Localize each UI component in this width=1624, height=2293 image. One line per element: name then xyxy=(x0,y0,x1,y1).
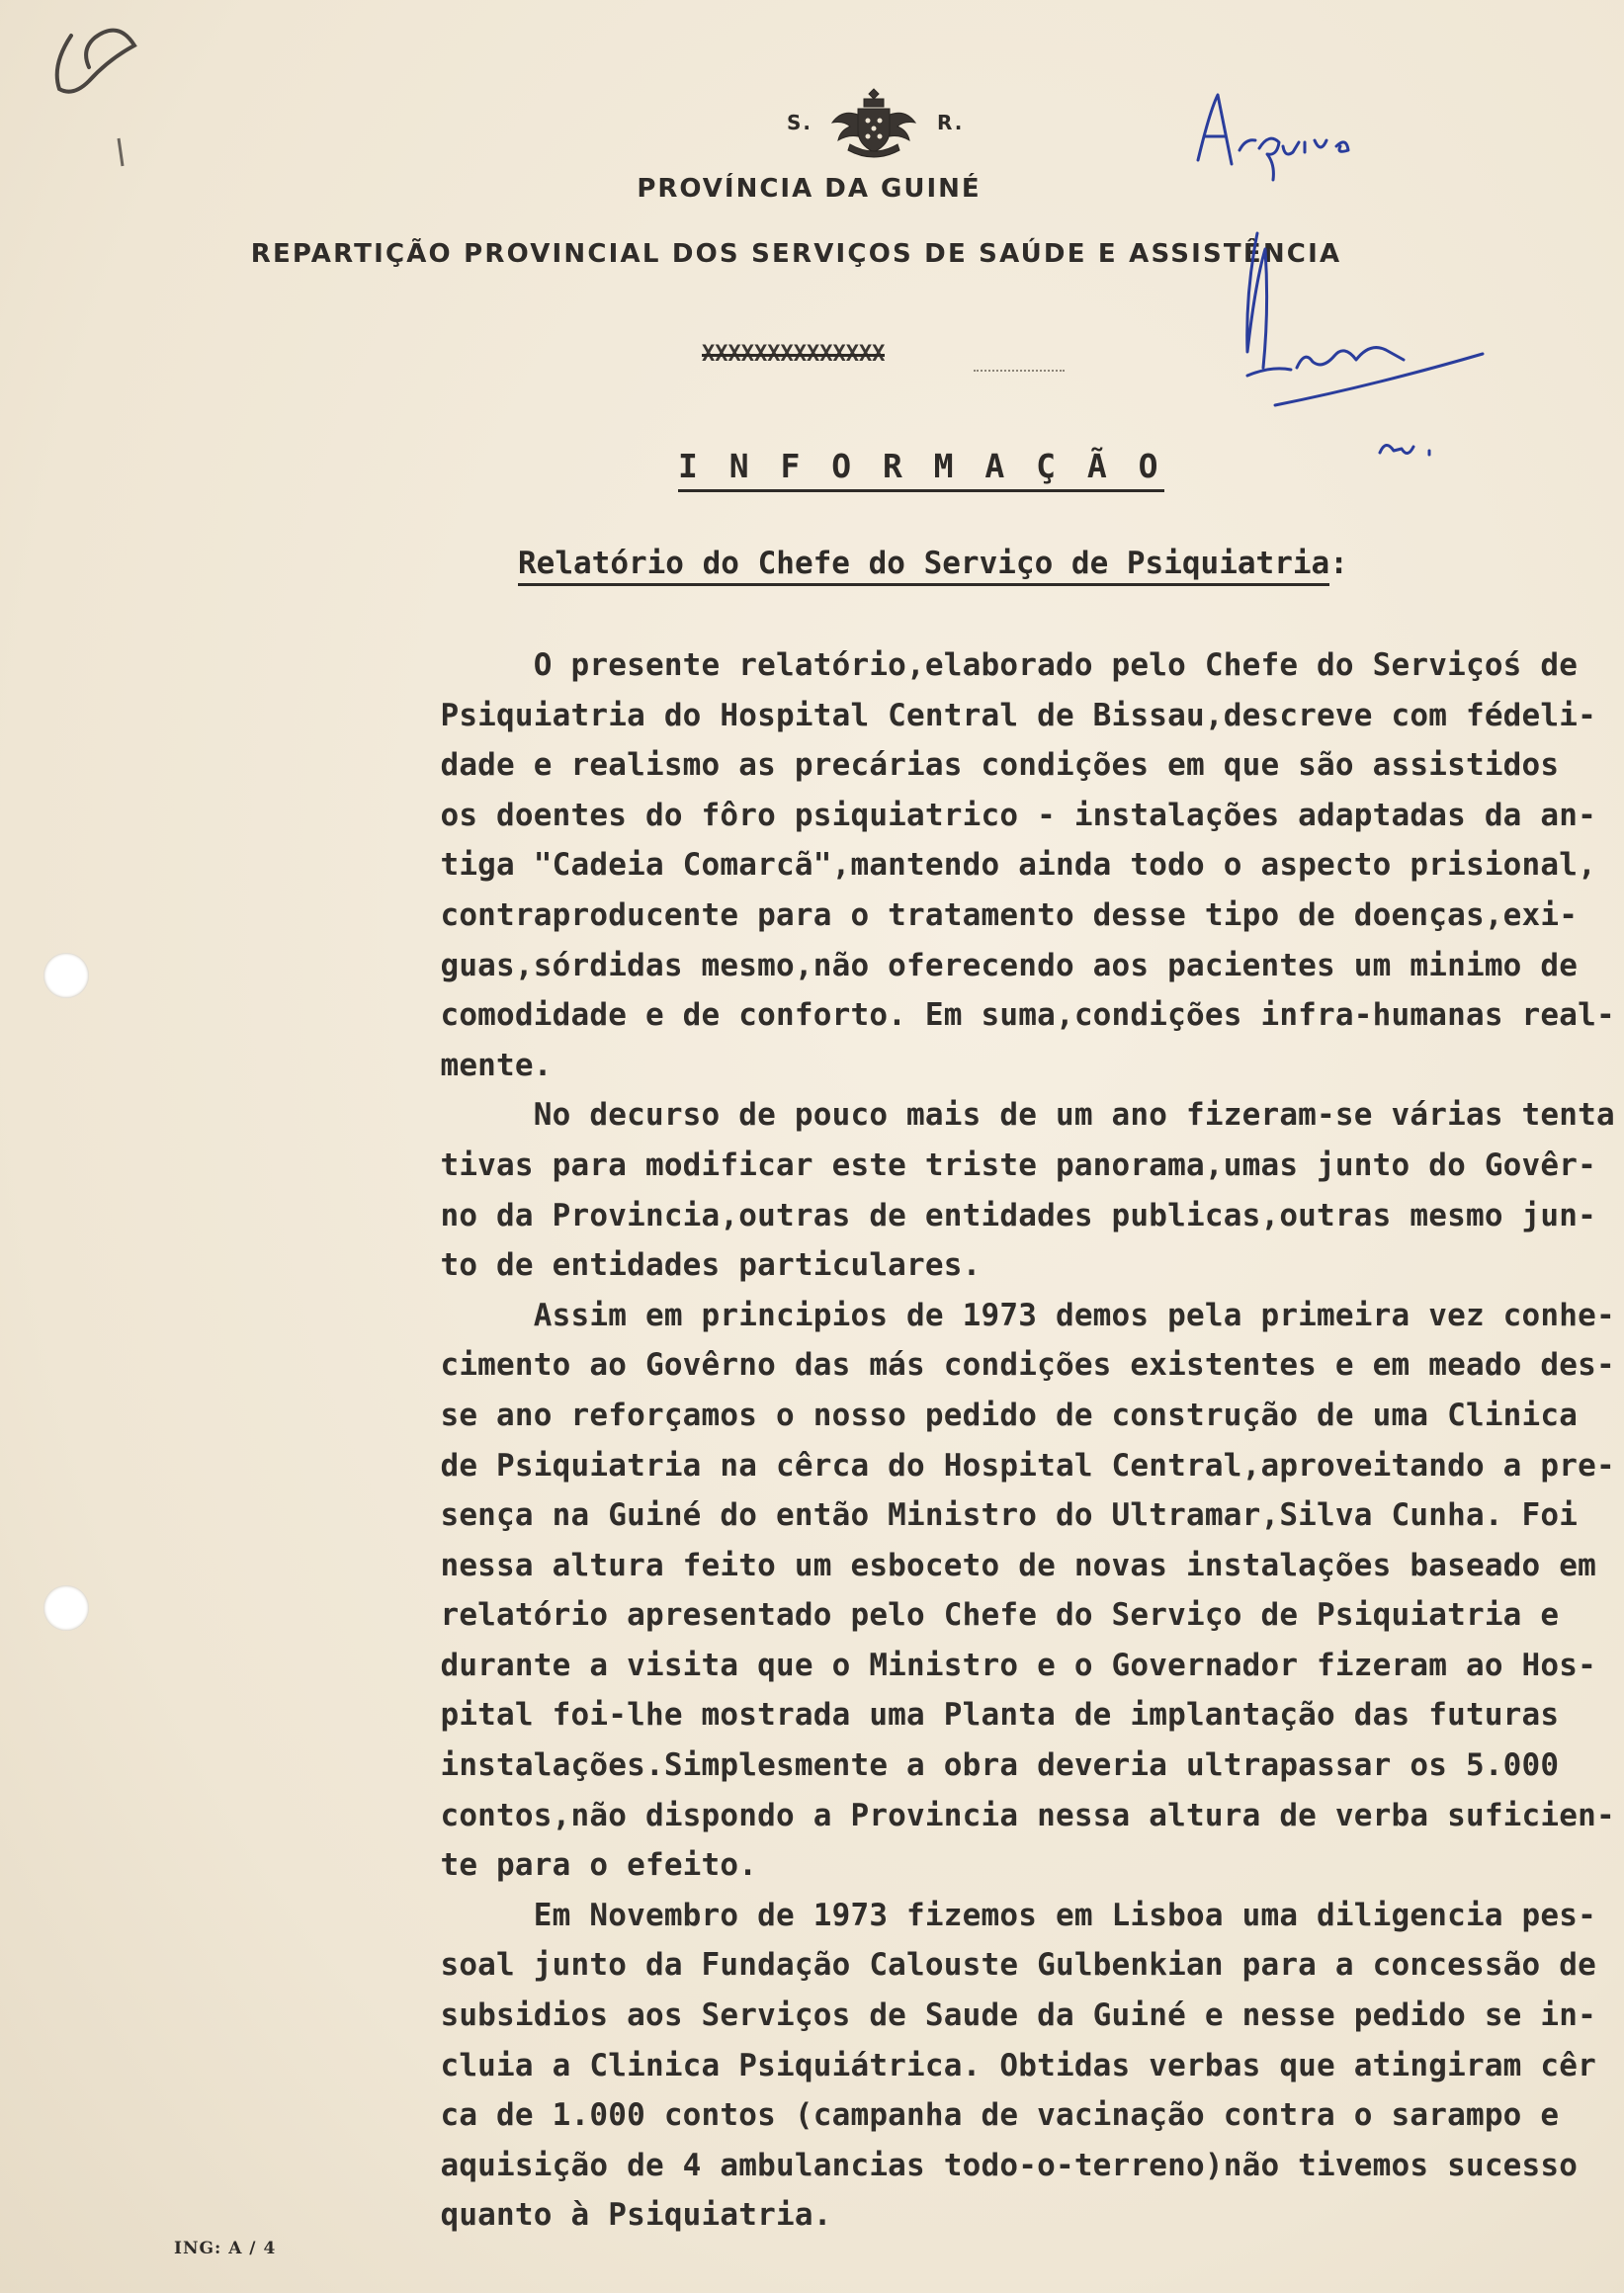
coat-of-arms-emblem-icon xyxy=(828,85,919,160)
body-line: comodidade e de conforto. Em suma,condições infra-humanas real- xyxy=(366,997,1615,1034)
body-line: instalações.Simplesmente a obra deveria ultrapassar os 5.000 xyxy=(366,1747,1560,1784)
body-line: guas,sórdidas mesmo,não oferecendo aos pacientes um minimo de xyxy=(366,947,1579,983)
report-subtitle-colon: : xyxy=(1329,546,1348,581)
body-line: to de entidades particulares. xyxy=(366,1247,982,1284)
report-subtitle xyxy=(518,546,1348,586)
body-line: nessa altura feito um esboceto de novas instalações baseado em xyxy=(366,1547,1596,1583)
body-line: soal junto da Fundação Calouste Gulbenkian para a concessão de xyxy=(366,1947,1596,1984)
body-line: de Psiquiatria na cêrca do Hospital Central,aproveitando a pre- xyxy=(366,1447,1615,1484)
struck-out-reference: XXXXXXXXXXXXXX xyxy=(702,342,886,367)
header-s-label: S. xyxy=(787,111,813,134)
body-line: aquisição de 4 ambulancias todo-o-terreno)não tivemos sucesso xyxy=(366,2147,1579,2183)
body-line: Assim em principios de 1973 demos pela primeira vez conhe- xyxy=(366,1297,1615,1333)
body-line: durante a visita que o Ministro e o Governador fizeram ao Hos- xyxy=(366,1647,1596,1683)
body-line: O presente relatório,elaborado pelo Chefe do Serviçoś de xyxy=(366,647,1579,683)
footer-code: ING: A / 4 xyxy=(174,2239,277,2258)
body-line: cimento ao Govêrno das más condições existentes e em meado des- xyxy=(366,1347,1615,1384)
body-line: dade e realismo as precárias condições em que são assistidos xyxy=(366,747,1560,784)
body-line: te para o efeito. xyxy=(366,1847,758,1884)
body-line: tiga "Cadeia Comarcã",mantendo ainda todo o aspecto prisional, xyxy=(366,847,1596,884)
body-line: no da Provincia,outras de entidades publicas,outras mesmo jun- xyxy=(366,1197,1596,1233)
body-line: tivas para modificar este triste panorama,umas junto do Govêr- xyxy=(366,1146,1596,1183)
report-body xyxy=(366,640,1615,2241)
reference-dotted-line xyxy=(974,370,1065,372)
arquive-handwriting-icon xyxy=(1198,95,1348,180)
body-line: No decurso de pouco mais de um ano fizeram-se várias tenta xyxy=(366,1097,1615,1134)
pencil-mark-icon xyxy=(57,31,134,92)
body-line: contos,não dispondo a Provincia nessa altura de verba suficien- xyxy=(366,1797,1615,1833)
punch-hole-top xyxy=(43,953,89,998)
body-line: ca de 1.000 contos (campanha de vacinação contra o sarampo e xyxy=(366,2097,1560,2134)
body-line: cluia a Clinica Psiquiátrica. Obtidas verbas que atingiram cêr xyxy=(366,2047,1596,2083)
body-line: mente. xyxy=(366,1047,553,1083)
body-line: pital foi-lhe mostrada uma Planta de implantação das futuras xyxy=(366,1697,1560,1734)
punch-hole-bottom xyxy=(43,1585,89,1631)
body-line: contraproducente para o tratamento desse tipo de doenças,exi- xyxy=(366,896,1579,933)
body-line: Psiquiatria do Hospital Central de Bissau,descreve com fédeli- xyxy=(366,697,1596,733)
department-heading: REPARTIÇÃO PROVINCIAL DOS SERVIÇOS DE SAÚDE E ASSISTÊNCIA xyxy=(250,239,1342,269)
body-line: se ano reforçamos o nosso pedido de construção de uma Clinica xyxy=(366,1397,1579,1433)
report-subtitle-text: Relatório do Chefe do Serviço de Psiquiatria xyxy=(518,546,1329,586)
body-line: quanto à Psiquiatria. xyxy=(366,2197,832,2234)
body-line: subsidios aos Serviços de Saude da Guiné e nesse pedido se in- xyxy=(366,1997,1596,2034)
body-line: Em Novembro de 1973 fizemos em Lisboa uma diligencia pes- xyxy=(366,1897,1596,1933)
province-heading: PROVÍNCIA DA GUINÉ xyxy=(637,174,982,204)
document-title: I N F O R M A Ç Ã O xyxy=(678,447,1164,492)
body-line: relatório apresentado pelo Chefe do Serviço de Psiquiatria e xyxy=(366,1597,1560,1634)
header-r-label: R. xyxy=(937,111,965,134)
body-line: sença na Guiné do então Ministro do Ultramar,Silva Cunha. Foi xyxy=(366,1497,1579,1534)
body-line: os doentes do fôro psiquiatrico - instalações adaptadas da an- xyxy=(366,797,1596,833)
pencil-tick-icon xyxy=(119,138,123,166)
